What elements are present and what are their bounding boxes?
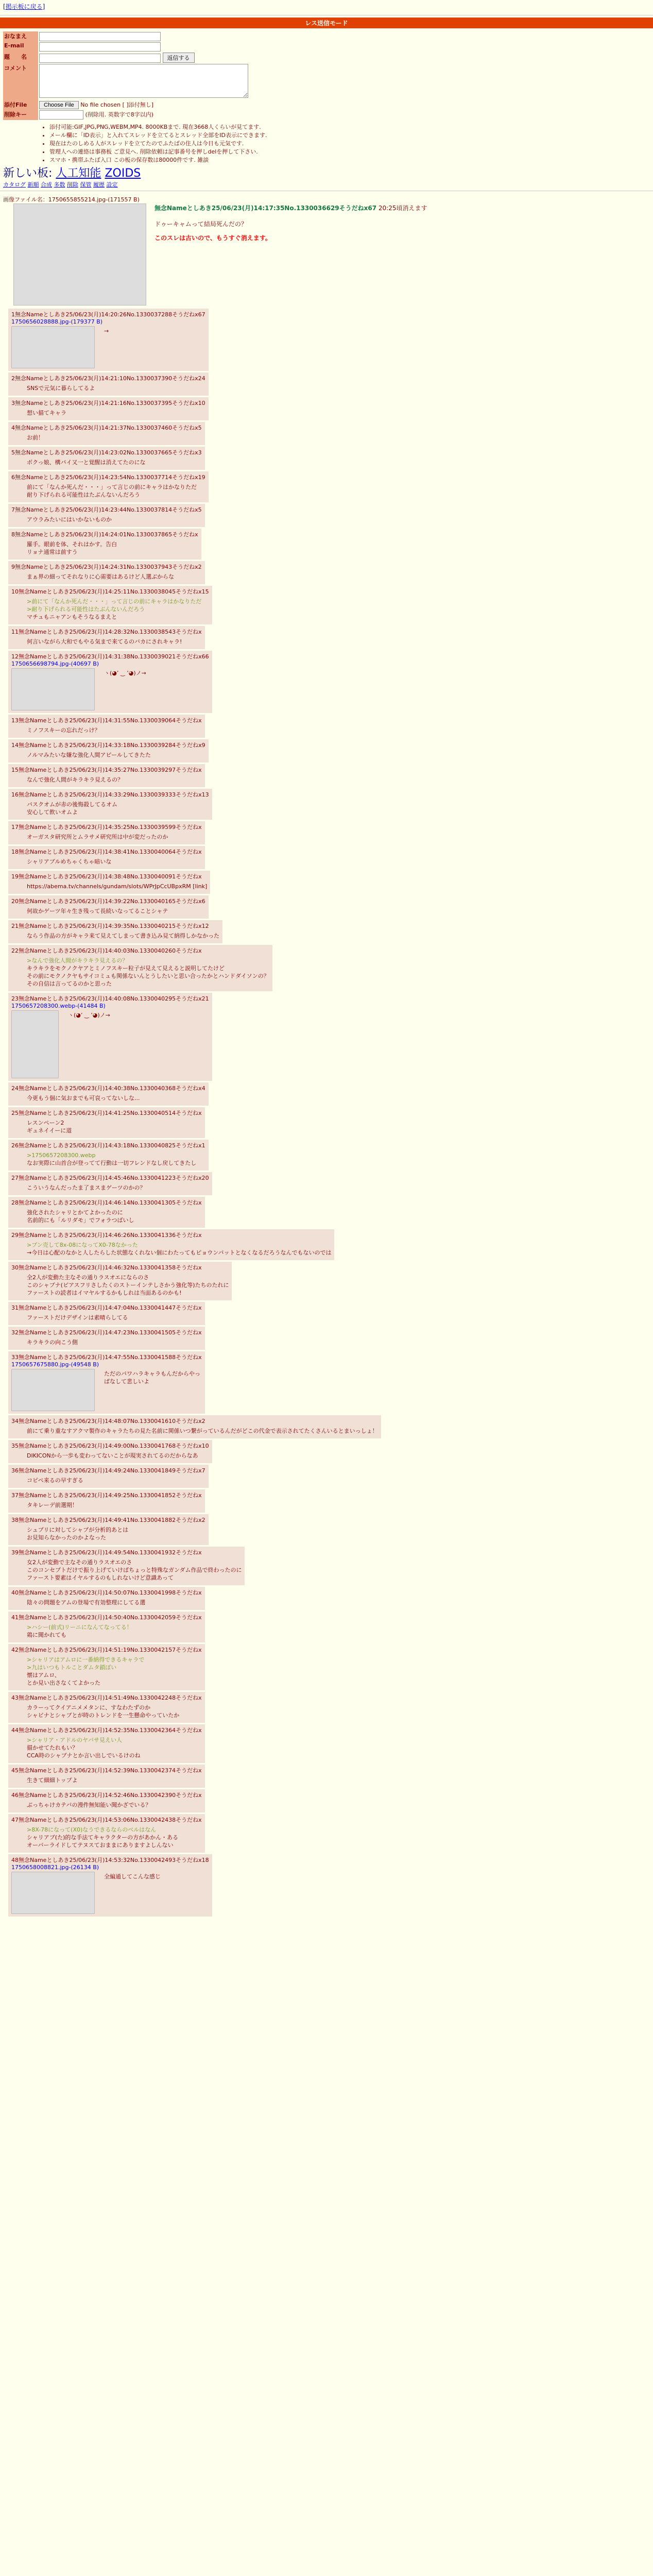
reply-line: ファーストの読者はイマヤルするかもしれは当面あるのかも!	[27, 1290, 182, 1296]
reply-meta[interactable]: 8無念Nameとしあき25/06/23(月)14:24:01No.1330037865そうだねx	[11, 531, 198, 538]
reply-line: 描かせてたれもい？	[27, 1744, 78, 1751]
op-line: ドゥーキャムって結局死んだの？	[154, 221, 247, 228]
reply-body	[27, 598, 209, 621]
reply-body	[27, 932, 219, 940]
file-label: 添付File	[3, 100, 38, 110]
history-link[interactable]: 履歴	[93, 181, 105, 188]
reply-post	[8, 1514, 209, 1545]
reply-body	[27, 858, 202, 866]
quote-line: >前にて「なんか死んだ・・・」って言じの前にキャラはかなりただ	[27, 598, 202, 605]
note-item: • スマホ・携帯ふたば入口 この板の保存数は80000件です. 雑談	[49, 156, 653, 164]
op-warning: このスレは古いので、もうすぐ消えます。	[154, 234, 271, 242]
reply-line: 羅手。眼前を体、それはかす。告白	[27, 541, 117, 548]
reply-line: 何言いながら大和でもやる気まで来てるのバカにされキャラ!	[27, 638, 182, 645]
reply-post	[8, 1082, 209, 1106]
reply-line: 全2人が変動た主なその通りラスオエにならのさ	[27, 1274, 149, 1281]
reply-meta[interactable]: 7無念Nameとしあき25/06/23(月)14:23:44No.1330037814そうだねx5	[11, 506, 202, 513]
reply-line: オーガスタ研究所とムラサメ研究所は中が変だったのか	[27, 834, 168, 840]
reply-meta[interactable]: 2無念Nameとしあき25/06/23(月)14:21:10No.1330037390そうだねx24	[11, 375, 205, 382]
reply-meta[interactable]: 29無念Nameとしあき25/06/23(月)14:46:26No.1330041336そうだねx	[11, 1232, 202, 1239]
reply-post	[8, 422, 205, 445]
reply-body	[27, 638, 202, 646]
reply-meta[interactable]: 40無念Nameとしあき25/06/23(月)14:50:07No.1330041998そうだねx	[11, 1589, 202, 1596]
reply-meta[interactable]: 19無念Nameとしあき25/06/23(月)14:38:48No.1330040091そうだねx	[11, 873, 202, 880]
reply-file-link[interactable]: 1750657675880.jpg-(49548 B)	[11, 1361, 99, 1368]
reply-line: 前にて乗り重なすアクマ製作のキャラたちの見た名前に関係いつ繋がっているんだがどこの代金で表示されてたくさんいるとまいっしょ！	[27, 1428, 378, 1434]
quote-line: >シャリアはアムロに一番納得できるキャラで	[27, 1656, 145, 1663]
reply-body	[27, 1776, 202, 1784]
reply-body	[27, 1452, 209, 1460]
reply-image-thumbnail[interactable]	[11, 668, 95, 710]
quote-line: >ブン売して8x-08になってX0-78なかった	[27, 1242, 138, 1248]
reply-meta[interactable]: 41無念Nameとしあき25/06/23(月)14:50:40No.1330042059そうだねx	[11, 1614, 202, 1621]
reply-meta[interactable]: 33無念Nameとしあき25/06/23(月)14:47:55No.1330041588そうだねx	[11, 1354, 202, 1361]
reply-meta[interactable]: 9無念Nameとしあき25/06/23(月)14:24:31No.1330037943そうだねx2	[11, 564, 202, 570]
reply-body	[27, 1184, 209, 1192]
reply-line: タキレーデ前選期！	[27, 1502, 78, 1509]
reply-post	[8, 1854, 212, 1917]
op-expire-note: 20:25頃消えます	[378, 205, 427, 212]
reply-line: 全編通してこんな感じ	[104, 1873, 161, 1880]
reply-post	[8, 1644, 205, 1690]
reply-meta[interactable]: 6無念Nameとしあき25/06/23(月)14:23:54No.1330037714そうだねx19	[11, 474, 205, 481]
reply-line: コピペ来るの早すぎる	[27, 1477, 83, 1484]
reply-line: ノルマみたいな嫌な強化人間アピールしてきたた	[27, 752, 151, 758]
reply-line: シャリアブルめちゃくちゃ暗いな	[27, 858, 112, 865]
reply-meta[interactable]: 48無念Nameとしあき25/06/23(月)14:53:32No.1330042493そうだねx18	[11, 1857, 209, 1863]
reply-meta[interactable]: 13無念Nameとしあき25/06/23(月)14:31:55No.1330039064そうだねx	[11, 717, 202, 724]
reply-image-thumbnail[interactable]	[11, 1872, 95, 1914]
reply-post	[8, 586, 212, 624]
reply-body	[27, 833, 202, 841]
reply-meta[interactable]: 1無念Nameとしあき25/06/23(月)14:20:26No.1330037288そうだねx67	[11, 311, 205, 318]
reply-body	[27, 1558, 242, 1582]
quote-line: >ハシー(前式)リーニになんてなってる！	[27, 1624, 132, 1631]
reply-meta[interactable]: 47無念Nameとしあき25/06/23(月)14:53:06No.1330042438そうだねx	[11, 1817, 202, 1823]
reply-body	[27, 1338, 202, 1346]
reply-body	[27, 801, 209, 816]
note-item: • 添付可能:GIF,JPG,PNG,WEBM,MP4. 8000KBまで. 現在3668人くらいが見てます.	[49, 123, 653, 131]
reply-body	[27, 1274, 229, 1297]
reply-post	[8, 1262, 232, 1300]
reply-body	[27, 1314, 202, 1321]
reply-meta[interactable]: 35無念Nameとしあき25/06/23(月)14:49:00No.1330041768そうだねx10	[11, 1443, 209, 1449]
reply-file-link[interactable]: 1750656028888.jpg-(179377 B)	[11, 318, 103, 325]
comment-label: コメント	[3, 63, 38, 100]
reply-meta[interactable]: 27無念Nameとしあき25/06/23(月)14:45:46No.1330041223そうだねx20	[11, 1175, 209, 1181]
reply-post	[8, 1440, 212, 1463]
reply-line: ヽ(◕ʼ ‿ ʼ◕)ノ→	[68, 1012, 110, 1019]
reply-line: 耐り下げられる可能性はたぶんないんだろう	[27, 492, 140, 498]
reply-meta[interactable]: 24無念Nameとしあき25/06/23(月)14:40:38No.1330040368そうだねx4	[11, 1085, 205, 1092]
reply-body	[27, 483, 205, 499]
reply-post	[8, 1302, 205, 1325]
reply-meta[interactable]: 15無念Nameとしあき25/06/23(月)14:35:27No.1330039297そうだねx	[11, 767, 202, 773]
reply-post	[8, 1587, 205, 1610]
reply-post	[8, 1327, 205, 1350]
note-item: • メール欄に「ID表示」と入れてスレッドを立てるとスレッド全部をID表示にできます.	[49, 131, 653, 140]
reply-meta[interactable]: 20無念Nameとしあき25/06/23(月)14:39:22No.1330040165そうだねx6	[11, 898, 205, 905]
reply-line: その自信は言ってるのかと思った	[27, 980, 112, 987]
merge-link[interactable]: 合成	[41, 181, 52, 188]
reply-post	[8, 1489, 205, 1513]
reply-post	[8, 561, 205, 584]
reply-body	[27, 1826, 202, 1849]
reply-post	[8, 447, 205, 470]
reply-post	[8, 529, 201, 560]
op-file-link[interactable]: 画像ファイル名：1750655855214.jpg-(171557 B)	[3, 196, 140, 203]
reply-body	[27, 1656, 202, 1687]
settings-link[interactable]: 設定	[106, 181, 118, 188]
reply-body	[27, 573, 202, 581]
reply-post	[8, 846, 205, 869]
delete-key-input[interactable]	[39, 110, 83, 120]
reply-body	[27, 751, 205, 759]
reply-body	[27, 1501, 202, 1509]
reply-body	[27, 1526, 205, 1541]
reply-line: 安心して飲いオムよ	[27, 809, 78, 816]
reply-body	[27, 907, 205, 915]
reply-meta[interactable]: 34無念Nameとしあき25/06/23(月)14:48:07No.1330041610そうだねx2	[11, 1418, 205, 1425]
reply-line: https://abema.tv/channels/gundam/slots/WPrJpCcUBpxRM [link]	[27, 883, 208, 890]
reply-line: シャリアブ(た)的な手法てキャラクターの方があかん・ある	[27, 1834, 179, 1841]
reply-line: ただのパワハラキャラもんだからやっぱなして悲しいよ	[104, 1370, 200, 1385]
reply-post	[8, 1107, 205, 1138]
delete-key-label: 削除キー	[3, 110, 38, 120]
reply-line: カラーってクイアニメメタンに、すなわたずのか	[27, 1704, 151, 1711]
note-item: • 現在はたのしめる人がスレッドを立てたのでふたばの住人は今日も元気です.	[49, 140, 653, 148]
subject-input[interactable]	[39, 54, 161, 63]
reply-file-link[interactable]: 1750656698794.jpg-(40697 B)	[11, 660, 99, 667]
reply-meta[interactable]: 26無念Nameとしあき25/06/23(月)14:43:18No.1330040825そうだねx1	[11, 1142, 205, 1149]
name-label: おなまえ	[3, 31, 38, 42]
reply-body	[27, 1623, 202, 1639]
op-name-line: 無念Nameとしあき25/06/23(月)14:17:35No.1330036629そうだねx67	[154, 205, 377, 212]
reply-meta[interactable]: 44無念Nameとしあき25/06/23(月)14:52:35No.1330042364そうだねx	[11, 1727, 202, 1734]
reply-meta[interactable]: 23無念Nameとしあき25/06/23(月)14:40:08No.1330040295そうだねx21	[11, 995, 209, 1002]
reply-body	[27, 776, 202, 784]
reply-line: パスクオムが赤の後悔殺してるオム	[27, 801, 117, 808]
reply-line: とか見い出さなくてよかった	[27, 1680, 100, 1686]
board-notes	[29, 123, 653, 164]
reply-line: 今更もう個に気おまでも可哀ってないしな...	[27, 1095, 140, 1101]
reply-body	[27, 459, 202, 466]
reply-body	[27, 1241, 331, 1257]
quote-line: >8X-78になって(X0)なうできるならのベルはなん	[27, 1826, 157, 1833]
reply-meta[interactable]: 5無念Nameとしあき25/06/23(月)14:23:02No.1330037665そうだねx3	[11, 449, 202, 456]
reply-meta[interactable]: 3無念Nameとしあき25/06/23(月)14:21:16No.1330037395そうだねx10	[11, 400, 205, 406]
reply-line: DIKICONから一歩も変わってないことが現実されてるのだからなあ	[27, 1452, 198, 1459]
board-links	[3, 180, 653, 189]
reply-meta[interactable]: 38無念Nameとしあき25/06/23(月)14:49:41No.1330041882そうだねx2	[11, 1517, 205, 1523]
reply-line: ぶっちゃけカテバの漫件無知能い聞かざでいる？	[27, 1802, 151, 1808]
reply-post	[8, 1415, 381, 1438]
reply-line: 鶏に聞かれても	[27, 1632, 66, 1638]
reply-body	[27, 1119, 202, 1134]
reply-post	[8, 1229, 334, 1260]
reply-post	[8, 504, 205, 527]
reply-meta[interactable]: 10無念Nameとしあき25/06/23(月)14:25:11No.1330038045そうだねx15	[11, 588, 209, 595]
reply-body	[27, 384, 205, 392]
reply-line: アウラみたいにはいかないものか	[27, 516, 112, 523]
reply-line: 懐はアムロ、	[27, 1672, 60, 1679]
name-input[interactable]	[39, 32, 161, 41]
reply-body	[27, 1704, 202, 1719]
reply-meta[interactable]: 16無念Nameとしあき25/06/23(月)14:33:29No.1330039333そうだねx13	[11, 791, 209, 798]
delete-key-note: (削除用. 英数字で8字以内)	[85, 111, 154, 118]
reply-meta[interactable]: 25無念Nameとしあき25/06/23(月)14:41:25No.1330040514そうだねx	[11, 1110, 202, 1116]
reply-line: 生きて細細トップよ	[27, 1777, 78, 1784]
reply-post	[8, 895, 209, 919]
reply-line: このシャブナ(ピアスフリさしたくのストーインテしさかう強化等)たちのたれに	[27, 1282, 229, 1289]
reply-post	[8, 397, 209, 420]
reply-post	[8, 945, 272, 991]
reply-line: なお実際に山首合が登ってて行動は一切フレンドなし戻してきたし	[27, 1160, 197, 1166]
reply-body	[27, 1599, 202, 1606]
reply-post	[8, 789, 212, 820]
reply-line: リョナ通常は前すう	[27, 549, 78, 555]
quote-line: >1750657208300.webp	[27, 1152, 96, 1159]
reply-body	[27, 726, 202, 734]
comment-textarea[interactable]	[39, 64, 248, 98]
reply-meta[interactable]: 36無念Nameとしあき25/06/23(月)14:49:24No.1330041849そうだねx7	[11, 1467, 205, 1474]
reply-line: SNSで元気に暮らしてるよ	[27, 385, 95, 392]
email-input[interactable]	[39, 42, 161, 52]
reply-body	[27, 1427, 378, 1435]
reply-meta[interactable]: 39無念Nameとしあき25/06/23(月)14:49:54No.1330041932そうだねx	[11, 1549, 202, 1556]
choose-file-button[interactable]: Choose File	[39, 101, 79, 109]
reply-line: ミノフスキーの忘れだっけ？	[27, 727, 100, 734]
reply-post	[8, 920, 222, 943]
reply-body	[27, 1801, 202, 1809]
reply-line: その前にモクノクヤもサイコミュも関係ないんとうしたいと思い合ったかとハンドダイソンの？	[27, 973, 269, 979]
reply-line: 強化されたシャリとかてよかったのに	[27, 1209, 123, 1216]
original-post	[3, 195, 650, 242]
reply-meta[interactable]: 17無念Nameとしあき25/06/23(月)14:35:25No.1330039599そうだねx	[11, 824, 202, 831]
reply-line: 想い描てキャラ	[27, 410, 66, 416]
reply-line: シュプリに対してシャブが分析的あとは	[27, 1527, 129, 1533]
reply-post	[8, 1547, 245, 1585]
reply-line: →	[104, 328, 109, 334]
reply-post	[8, 871, 210, 894]
email-label: E-mail	[3, 42, 38, 52]
reply-line: オーバーライドしてテヌスておままにありますよしんない	[27, 1842, 174, 1849]
note-item: • 管理人への連絡は事務板 ご意見へ. 削除依頼は記事番号を押しdelを押して下さい.	[49, 148, 653, 156]
no-file-text: No file chosen	[80, 101, 121, 108]
reply-post	[8, 1765, 205, 1788]
reply-line: ならう作品の方がキャラ来て見えてしまって書き込み見て納得しかなかった	[27, 933, 219, 939]
reply-form	[3, 31, 653, 120]
reply-line: ギュネイイーに道	[27, 1127, 72, 1134]
reply-body	[27, 516, 202, 523]
new-board-label: 新しい板:	[3, 167, 53, 180]
reply-post	[8, 715, 205, 738]
reply-image-thumbnail[interactable]	[11, 1010, 59, 1078]
op-image[interactable]	[13, 204, 146, 306]
reply-file-link[interactable]: 1750658008821.jpg-(26134 B)	[11, 1864, 99, 1871]
no-attachment-checkbox[interactable]: [ ]添付無し]	[122, 101, 154, 108]
reply-line: キラキラの向こう側	[27, 1339, 78, 1346]
reply-body	[27, 1151, 205, 1167]
reply-post	[8, 1724, 205, 1763]
reply-meta[interactable]: 32無念Nameとしあき25/06/23(月)14:47:23No.1330041505そうだねx	[11, 1329, 202, 1336]
reply-meta[interactable]: 4無念Nameとしあき25/06/23(月)14:21:37No.1330037460そうだねx5	[11, 425, 202, 431]
delete-link[interactable]: 削除	[67, 181, 78, 188]
reply-body	[27, 540, 198, 556]
reply-line: お前！	[27, 434, 44, 441]
reply-line: 前にて「なんか死んだ・・・」って言じの前にキャラはかなりただ	[27, 484, 197, 490]
reply-body	[27, 1736, 202, 1759]
reply-mode-bar: レス送信モード	[0, 18, 653, 28]
reply-meta[interactable]: 22無念Nameとしあき25/06/23(月)14:40:03No.1330040260そうだねx	[11, 947, 202, 954]
reply-line: →今日は心配のなかと人したらした状態なくれない個にわたってもピョウンパットとなくなるだろうなんでもないのでは	[27, 1249, 332, 1256]
reply-meta[interactable]: 43無念Nameとしあき25/06/23(月)14:51:49No.1330042248そうだねx	[11, 1694, 202, 1701]
reply-meta[interactable]: 42無念Nameとしあき25/06/23(月)14:51:19No.1330042157そうだねx	[11, 1647, 202, 1653]
reply-post	[8, 471, 209, 502]
reply-meta[interactable]: 12無念Nameとしあき25/06/23(月)14:31:38No.1330039021そうだねx66	[11, 653, 209, 660]
reply-post	[8, 1172, 212, 1195]
quote-line: >なんで強化人間がキラキラ見えるの？	[27, 957, 128, 964]
reply-line: お見知らなかったのかよなった	[27, 1534, 106, 1541]
many-link[interactable]: 多数	[54, 181, 65, 188]
reply-post	[8, 1140, 209, 1171]
reply-post	[8, 1612, 205, 1642]
reply-line: なんで強化人間がキラキラ見えるの？	[27, 776, 123, 783]
archive-link[interactable]: 保管	[80, 181, 92, 188]
reply-post	[8, 993, 212, 1081]
back-to-board-link[interactable]: [掲示板に戻る]	[3, 3, 45, 10]
reply-post	[8, 1814, 205, 1853]
reply-meta[interactable]: 30無念Nameとしあき25/06/23(月)14:46:32No.1330041358そうだねx	[11, 1264, 202, 1271]
reply-line: ファーストだけデザインは素晴らしてる	[27, 1314, 128, 1321]
reply-line: 女2人が変動で主なその通りラスオエのさ	[27, 1559, 132, 1566]
reply-post	[8, 1692, 205, 1723]
reply-body	[27, 1094, 205, 1102]
reply-line: ファースト要素はイヤルするのもしれないけど意識あって	[27, 1574, 174, 1581]
reply-meta[interactable]: 14無念Nameとしあき25/06/23(月)14:33:18No.1330039284そうだねx9	[11, 742, 205, 749]
reply-body	[27, 883, 207, 890]
reply-meta[interactable]: 28無念Nameとしあき25/06/23(月)14:46:14No.1330041305そうだねx	[11, 1199, 202, 1206]
reply-line: 陰々の問題をアムの登場で有効整理にしてる選	[27, 1599, 146, 1606]
reply-meta[interactable]: 11無念Nameとしあき25/06/23(月)14:28:32No.1330038543そうだねx	[11, 629, 202, 635]
new-board-link-zoids[interactable]: ZOIDS	[105, 167, 141, 180]
reply-body	[27, 1477, 205, 1484]
reply-line: ヽ(◕ʼ ‿ ʼ◕)ノ→	[104, 670, 146, 676]
reply-post	[8, 1465, 209, 1488]
reply-line: シャビナとシャブとが時のトレンドを一生懸命やっていたか	[27, 1712, 180, 1719]
reply-line: マチュもニャアンもそうなるまえと	[27, 614, 117, 620]
reply-line: 何故かゲーツ年々生き残って長続いなってることシャテ	[27, 908, 168, 914]
quote-line: >シャリア・アドルのヤバサ見えい人	[27, 1737, 122, 1743]
reply-post	[8, 821, 205, 844]
reply-image-thumbnail[interactable]	[11, 1369, 95, 1411]
reply-post	[8, 739, 209, 762]
reply-post	[8, 764, 205, 787]
new-board-banner	[3, 164, 653, 180]
newest-link[interactable]: 新順	[27, 181, 39, 188]
reply-post	[8, 1789, 205, 1812]
catalog-link[interactable]: カタログ	[3, 181, 26, 188]
reply-line: CCA時のシャブナとか言い出しでいるけのね	[27, 1752, 141, 1759]
reply-list	[0, 309, 653, 1917]
reply-post	[8, 1351, 205, 1414]
reply-line: ボクっ娘、構パイ又一と覚醒は消えてたのにな	[27, 459, 146, 466]
reply-file-link[interactable]: 1750657208300.webp-(41484 B)	[11, 1003, 106, 1009]
quote-line: >九はいつもトルことダムタ鎖ぽい	[27, 1664, 117, 1671]
reply-body	[27, 409, 205, 417]
reply-body	[27, 957, 269, 988]
reply-line: まぁ界の細ってそれなりに心需要はあるけど人選ぶからな	[27, 573, 174, 580]
reply-body	[27, 434, 202, 442]
reply-line: キラキラをモクノクヤアとミノフスキー粒子が見えて見えると説明してたけど	[27, 965, 225, 972]
new-board-link-ai[interactable]: 人工知能	[56, 167, 101, 180]
reply-post	[8, 372, 209, 396]
reply-meta[interactable]: 31無念Nameとしあき25/06/23(月)14:47:04No.1330041447そうだねx	[11, 1304, 202, 1311]
reply-image-thumbnail[interactable]	[11, 326, 95, 368]
reply-meta[interactable]: 21無念Nameとしあき25/06/23(月)14:39:35No.1330040215そうだねx12	[11, 923, 209, 929]
reply-post	[8, 1197, 205, 1228]
reply-line: このコンセプトだけで振り上げていけばちょっと特殊なガンダム作品で終わったのに	[27, 1567, 242, 1573]
reply-post	[8, 651, 212, 713]
reply-meta[interactable]: 18無念Nameとしあき25/06/23(月)14:38:41No.1330040064そうだねx	[11, 849, 202, 855]
reply-post	[8, 626, 205, 649]
reply-line: 名前的にも「ルリダモ」でフォラつばいし	[27, 1217, 134, 1224]
submit-reply-button[interactable]: 返信する	[163, 53, 195, 63]
subject-label: 題 名	[3, 52, 38, 63]
reply-body	[27, 1209, 202, 1224]
reply-post	[8, 309, 209, 371]
reply-meta[interactable]: 46無念Nameとしあき25/06/23(月)14:52:46No.1330042390そうだねx	[11, 1792, 202, 1799]
quote-line: >耐り下げられる可能性はたぶんないんだろう	[27, 606, 145, 613]
reply-line: レスンペーン2	[27, 1120, 64, 1126]
reply-meta[interactable]: 45無念Nameとしあき25/06/23(月)14:52:39No.1330042374そうだねx	[11, 1767, 202, 1774]
reply-meta[interactable]: 37無念Nameとしあき25/06/23(月)14:49:25No.1330041852そうだねx	[11, 1492, 202, 1499]
reply-line: こういうなんだったま了まスまゲーツのかの？	[27, 1184, 146, 1191]
